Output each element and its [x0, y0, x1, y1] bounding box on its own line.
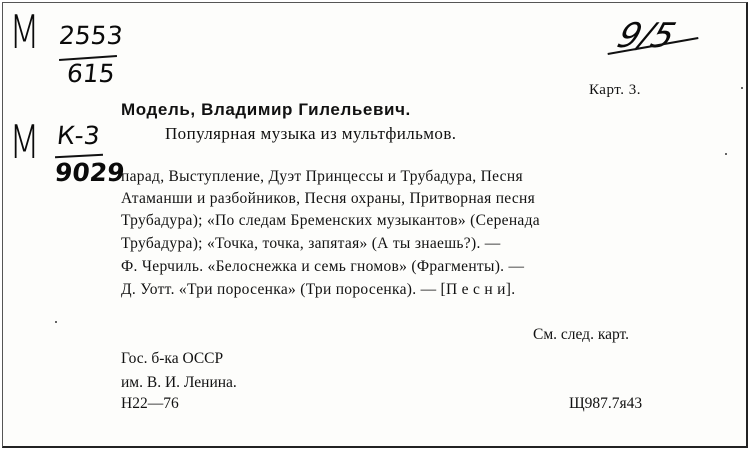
handwritten-denominator-top: 615 — [65, 59, 117, 88]
contents-line: парад, Выступление, Дуэт Принцессы и Трубадура, Песня — [121, 168, 523, 185]
handwritten-number-mid: К-3 — [55, 121, 102, 150]
handwritten-number-top: 2553 — [57, 21, 125, 50]
contents-line: Трубадура); «По следам Бременских музыкантов» (Серенада — [121, 212, 540, 229]
speck — [741, 87, 743, 89]
author-heading: Модель, Владимир Гилельевич. — [121, 100, 411, 119]
speck — [55, 321, 57, 323]
contents-line: Ф. Черчиль. «Белоснежка и семь гномов» (Фрагменты). — — [121, 258, 525, 275]
classification-code: Щ987.7я43 — [569, 395, 643, 412]
contents-line: Д. Уотт. «Три поросенка» (Три поросенка). — [П е с н и]. — [121, 281, 516, 298]
continuation-note: См. след. карт. — [533, 326, 630, 343]
contents-line: Трубадура); «Точка, точка, запятая» (А ты знаешь?). — — [121, 235, 501, 252]
catalog-card — [2, 2, 748, 448]
handwritten-denominator-mid: 9029 — [53, 158, 127, 187]
work-title: Популярная музыка из мультфильмов. — [165, 124, 457, 143]
card-code-left: Н22—76 — [121, 395, 179, 412]
library-name: Гос. б-ка ОССР — [121, 350, 224, 367]
handwritten-number-top-right: 9/5 — [612, 16, 681, 56]
library-name-line2: им. В. И. Ленина. — [121, 374, 237, 391]
contents-line: Атаманши и разбойников, Песня охраны, Притворная песня — [121, 190, 536, 207]
handwritten-letter-mid: М — [9, 115, 40, 169]
speck — [725, 153, 727, 155]
card-number: Карт. 3. — [589, 82, 641, 98]
handwritten-letter-top: М — [9, 5, 40, 59]
